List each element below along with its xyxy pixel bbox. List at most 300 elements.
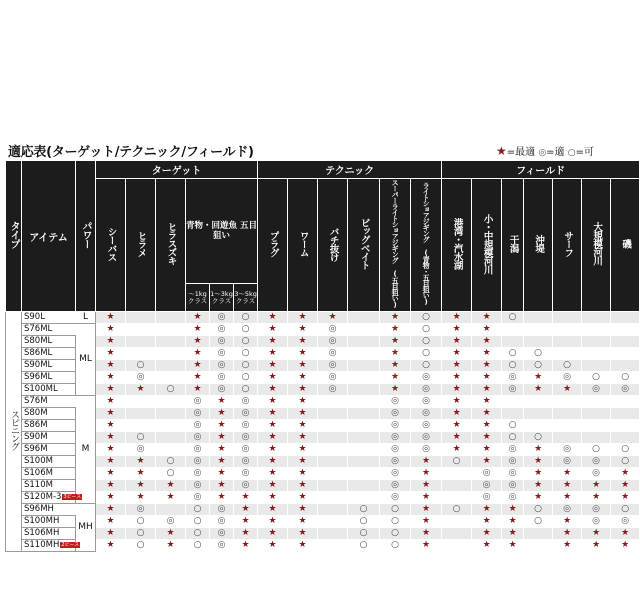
best-star-icon: ★ [298, 468, 307, 478]
best-star-icon: ★ [452, 408, 461, 418]
rating-cell [524, 396, 553, 408]
rating-cell [288, 384, 318, 396]
rating-cell [472, 480, 502, 492]
circle-icon: ○ [391, 504, 399, 514]
header-type: タイプ [6, 161, 22, 312]
rating-cell [472, 360, 502, 372]
rating-cell [156, 492, 186, 504]
best-star-icon: ★ [298, 432, 307, 442]
rating-cell [96, 540, 126, 552]
rating-cell [380, 516, 411, 528]
rating-cell [380, 372, 411, 384]
rating-cell [258, 540, 288, 552]
rating-cell [96, 468, 126, 480]
double-circle-icon: ◎ [391, 420, 399, 430]
best-star-icon: ★ [193, 312, 202, 322]
table-row [6, 540, 640, 552]
rating-cell [442, 528, 472, 540]
rating-cell [288, 504, 318, 516]
best-star-icon: ★ [592, 540, 601, 550]
best-star-icon: ★ [422, 516, 431, 526]
double-circle-icon: ◎ [217, 348, 226, 358]
rating-cell [442, 504, 472, 516]
best-star-icon: ★ [217, 432, 226, 442]
best-star-icon: ★ [193, 348, 202, 358]
rating-cell [156, 360, 186, 372]
circle-icon: ○ [422, 312, 431, 322]
header-bigbait: ビッグベイト [348, 179, 380, 312]
rating-cell [380, 324, 411, 336]
double-circle-icon: ◎ [217, 336, 226, 346]
rating-cell [553, 336, 582, 348]
rating-cell [258, 528, 288, 540]
rating-cell [234, 324, 258, 336]
best-star-icon: ★ [166, 540, 175, 550]
best-star-icon: ★ [508, 528, 517, 538]
best-star-icon: ★ [592, 480, 601, 490]
double-circle-icon: ◎ [391, 396, 399, 406]
double-circle-icon: ◎ [508, 492, 517, 502]
double-circle-icon: ◎ [482, 468, 491, 478]
best-star-icon: ★ [422, 540, 431, 550]
table-row [6, 420, 640, 432]
item-name: S76M [24, 396, 48, 406]
rating-cell [186, 516, 210, 528]
header-iso: 磯 [611, 179, 640, 312]
rating-cell [380, 468, 411, 480]
header-group-target: ターゲット [96, 161, 258, 179]
table-row [6, 432, 640, 444]
best-star-icon: ★ [268, 384, 277, 394]
best-star-icon: ★ [298, 456, 307, 466]
rating-cell [156, 312, 186, 324]
best-star-icon: ★ [298, 348, 307, 358]
rating-cell [611, 384, 640, 396]
rating-cell [502, 372, 524, 384]
best-star-icon: ★ [193, 324, 202, 334]
header-higata: 干潟 [502, 179, 524, 312]
best-star-icon: ★ [328, 312, 337, 322]
rating-cell [96, 336, 126, 348]
rating-cell [524, 492, 553, 504]
item-name: S110MH [24, 540, 60, 550]
rating-cell [502, 324, 524, 336]
rating-cell [472, 396, 502, 408]
rating-cell [524, 444, 553, 456]
rating-cell [502, 480, 524, 492]
best-star-icon: ★ [193, 336, 202, 346]
legend-best-label: =最適 [506, 147, 536, 158]
table-row [6, 324, 640, 336]
header-superlight-shore-jigging: スーパーライトショアジギング (五目狙い) [380, 179, 411, 312]
rating-cell [442, 480, 472, 492]
double-circle-icon: ◎ [166, 516, 175, 526]
circle-icon: ○ [621, 444, 630, 454]
rating-cell [442, 312, 472, 324]
header-kakou: 小・中規模河川 [472, 179, 502, 312]
header-group-field: フィールド [442, 161, 640, 179]
rating-cell [234, 360, 258, 372]
circle-icon: ○ [534, 504, 543, 514]
circle-icon: ○ [534, 432, 543, 442]
best-star-icon: ★ [534, 384, 543, 394]
circle-icon: ○ [193, 516, 202, 526]
rating-cell [318, 324, 348, 336]
rating-cell [524, 528, 553, 540]
rating-cell [258, 468, 288, 480]
rating-cell [156, 420, 186, 432]
rating-cell [258, 384, 288, 396]
rating-cell [553, 528, 582, 540]
rating-cell [582, 516, 611, 528]
table-row [6, 384, 640, 396]
legend-good-label: =適 [546, 147, 565, 158]
header-aomono-sub-2: 1〜3kg クラス [210, 284, 234, 312]
rating-cell [126, 408, 156, 420]
rating-cell [234, 348, 258, 360]
rating-cell [318, 456, 348, 468]
rating-cell [472, 348, 502, 360]
header-daikibo: 大規模河川 [582, 179, 611, 312]
rating-cell [186, 384, 210, 396]
double-circle-icon: ◎ [391, 444, 399, 454]
double-circle-icon: ◎ [328, 348, 337, 358]
rating-cell [186, 336, 210, 348]
legend-good-symbol: ◎ [538, 148, 547, 158]
rating-cell [524, 432, 553, 444]
rating-cell [156, 372, 186, 384]
rating-cell [582, 396, 611, 408]
rating-cell [318, 516, 348, 528]
best-star-icon: ★ [482, 312, 491, 322]
rating-cell [186, 480, 210, 492]
double-circle-icon: ◎ [217, 312, 226, 322]
rating-cell [288, 444, 318, 456]
item-cell [22, 504, 76, 516]
type-label: スピニング [9, 409, 19, 450]
best-star-icon: ★ [106, 324, 115, 334]
rating-cell [472, 408, 502, 420]
rating-cell [380, 540, 411, 552]
table-row [6, 336, 640, 348]
best-star-icon: ★ [241, 528, 250, 538]
rating-cell [96, 360, 126, 372]
item-name: S100ML [24, 384, 58, 394]
double-circle-icon: ◎ [241, 432, 250, 442]
rating-cell [258, 396, 288, 408]
double-circle-icon: ◎ [328, 384, 337, 394]
double-circle-icon: ◎ [563, 444, 572, 454]
rating-cell [126, 312, 156, 324]
rating-cell [380, 480, 411, 492]
rating-cell [126, 384, 156, 396]
best-star-icon: ★ [136, 384, 145, 394]
rating-cell [611, 324, 640, 336]
rating-cell [553, 492, 582, 504]
rating-cell [96, 492, 126, 504]
rating-cell [472, 540, 502, 552]
rating-cell [156, 408, 186, 420]
best-star-icon: ★ [268, 504, 277, 514]
circle-icon: ○ [359, 540, 368, 550]
rating-cell [442, 456, 472, 468]
rating-cell [411, 312, 442, 324]
rating-cell [582, 348, 611, 360]
rating-cell [611, 492, 640, 504]
circle-icon: ○ [241, 372, 250, 382]
best-star-icon: ★ [268, 444, 277, 454]
rating-cell [348, 504, 380, 516]
best-star-icon: ★ [106, 456, 115, 466]
double-circle-icon: ◎ [328, 360, 337, 370]
rating-cell [318, 420, 348, 432]
rating-cell [582, 444, 611, 456]
rating-cell [234, 444, 258, 456]
rating-cell [126, 372, 156, 384]
rating-cell [472, 420, 502, 432]
rating-cell [258, 336, 288, 348]
rating-cell [186, 420, 210, 432]
table-body [6, 312, 640, 552]
rating-cell [582, 408, 611, 420]
rating-cell [411, 420, 442, 432]
rating-cell [611, 312, 640, 324]
rating-cell [502, 408, 524, 420]
rating-cell [442, 384, 472, 396]
rating-cell [442, 336, 472, 348]
rating-cell [186, 432, 210, 444]
rating-cell [582, 432, 611, 444]
item-name: S96MH [24, 504, 54, 514]
rating-cell [258, 480, 288, 492]
rating-cell [442, 420, 472, 432]
double-circle-icon: ◎ [592, 456, 601, 466]
double-circle-icon: ◎ [136, 372, 145, 382]
double-circle-icon: ◎ [217, 540, 226, 550]
rating-cell [524, 468, 553, 480]
rating-cell [553, 420, 582, 432]
legend-ok-label: =可 [575, 147, 594, 158]
best-star-icon: ★ [298, 444, 307, 454]
circle-icon: ○ [534, 516, 543, 526]
rating-cell [524, 420, 553, 432]
rating-cell [210, 480, 234, 492]
best-star-icon: ★ [217, 408, 226, 418]
rating-cell [234, 528, 258, 540]
item-cell [22, 468, 76, 480]
best-star-icon: ★ [217, 420, 226, 430]
item-name: S90L [24, 312, 45, 322]
circle-icon: ○ [592, 444, 601, 454]
rating-cell [186, 360, 210, 372]
rating-cell [96, 408, 126, 420]
best-star-icon: ★ [452, 336, 461, 346]
circle-icon: ○ [452, 456, 461, 466]
best-star-icon: ★ [268, 516, 277, 526]
rating-cell [234, 456, 258, 468]
circle-icon: ○ [508, 312, 517, 322]
best-star-icon: ★ [241, 492, 250, 502]
rating-cell [472, 468, 502, 480]
rating-cell [442, 348, 472, 360]
rating-cell [411, 480, 442, 492]
rating-cell [348, 444, 380, 456]
circle-icon: ○ [621, 504, 630, 514]
best-star-icon: ★ [298, 540, 307, 550]
rating-cell [258, 372, 288, 384]
rating-cell [611, 516, 640, 528]
item-name: S86M [24, 420, 48, 430]
double-circle-icon: ◎ [391, 456, 399, 466]
header-power: パワー [76, 161, 96, 312]
best-star-icon: ★ [452, 384, 461, 394]
best-star-icon: ★ [391, 384, 400, 394]
rating-cell [96, 480, 126, 492]
best-star-icon: ★ [193, 384, 202, 394]
best-star-icon: ★ [106, 540, 115, 550]
rating-cell [348, 468, 380, 480]
rating-cell [96, 504, 126, 516]
best-star-icon: ★ [268, 312, 277, 322]
best-star-icon: ★ [563, 480, 572, 490]
rating-cell [380, 360, 411, 372]
table-row [6, 348, 640, 360]
circle-icon: ○ [193, 540, 202, 550]
rating-cell [411, 444, 442, 456]
double-circle-icon: ◎ [422, 408, 431, 418]
rating-cell [234, 408, 258, 420]
header-surf: サーフ [553, 179, 582, 312]
circle-icon: ○ [136, 516, 145, 526]
rating-cell [318, 492, 348, 504]
table-row [6, 372, 640, 384]
rating-cell [258, 504, 288, 516]
rating-cell [126, 444, 156, 456]
rating-cell [318, 396, 348, 408]
item-name: S80M [24, 408, 48, 418]
double-circle-icon: ◎ [508, 384, 517, 394]
circle-icon: ○ [166, 468, 175, 478]
circle-icon: ○ [166, 456, 175, 466]
rating-cell [96, 396, 126, 408]
table-row [6, 396, 640, 408]
rating-cell [318, 372, 348, 384]
item-name: S80ML [24, 336, 53, 346]
item-cell [22, 480, 76, 492]
rating-cell [502, 312, 524, 324]
double-circle-icon: ◎ [391, 432, 399, 442]
rating-cell [582, 324, 611, 336]
rating-cell [210, 312, 234, 324]
best-star-icon: ★ [217, 480, 226, 490]
rating-cell [288, 516, 318, 528]
rating-cell [502, 348, 524, 360]
rating-cell [380, 384, 411, 396]
best-star-icon: ★ [106, 516, 115, 526]
rating-cell [234, 384, 258, 396]
table-row [6, 444, 640, 456]
double-circle-icon: ◎ [563, 372, 572, 382]
best-star-icon: ★ [106, 480, 115, 490]
rating-cell [234, 396, 258, 408]
rating-cell [210, 468, 234, 480]
best-star-icon: ★ [106, 372, 115, 382]
rating-cell [156, 516, 186, 528]
rating-cell [156, 456, 186, 468]
rating-cell [472, 444, 502, 456]
rating-cell [502, 492, 524, 504]
rating-cell [288, 540, 318, 552]
circle-icon: ○ [534, 348, 543, 358]
best-star-icon: ★ [268, 480, 277, 490]
best-star-icon: ★ [136, 492, 145, 502]
best-star-icon: ★ [106, 384, 115, 394]
rating-cell [348, 372, 380, 384]
best-star-icon: ★ [298, 492, 307, 502]
rating-cell [502, 360, 524, 372]
rating-cell [126, 396, 156, 408]
double-circle-icon: ◎ [422, 396, 431, 406]
type-cell [6, 312, 22, 552]
best-star-icon: ★ [482, 372, 491, 382]
circle-icon: ○ [452, 504, 461, 514]
best-star-icon: ★ [621, 540, 630, 550]
rating-cell [611, 540, 640, 552]
rating-cell [126, 492, 156, 504]
circle-icon: ○ [391, 528, 399, 538]
rating-cell [288, 492, 318, 504]
best-star-icon: ★ [298, 360, 307, 370]
rating-cell [348, 408, 380, 420]
rating-cell [156, 324, 186, 336]
double-circle-icon: ◎ [136, 504, 145, 514]
double-circle-icon: ◎ [592, 384, 601, 394]
header-hirasuzuki: ヒラスズキ [156, 179, 186, 312]
item-cell [22, 360, 76, 372]
best-star-icon: ★ [452, 360, 461, 370]
circle-icon: ○ [359, 528, 368, 538]
page-title: 適応表(ターゲット/テクニック/フィールド) [8, 145, 254, 160]
best-star-icon: ★ [482, 348, 491, 358]
best-star-icon: ★ [508, 516, 517, 526]
best-star-icon: ★ [482, 420, 491, 430]
rating-cell [472, 372, 502, 384]
rating-cell [96, 516, 126, 528]
item-cell [22, 396, 76, 408]
rating-cell [442, 396, 472, 408]
double-circle-icon: ◎ [422, 372, 431, 382]
rating-cell [348, 492, 380, 504]
rating-cell [582, 420, 611, 432]
best-star-icon: ★ [268, 396, 277, 406]
best-star-icon: ★ [298, 516, 307, 526]
best-star-icon: ★ [217, 468, 226, 478]
rating-cell [611, 528, 640, 540]
rating-cell [234, 432, 258, 444]
circle-icon: ○ [193, 528, 202, 538]
rating-cell [156, 336, 186, 348]
table-row [6, 516, 640, 528]
rating-cell [524, 312, 553, 324]
rating-cell [288, 336, 318, 348]
double-circle-icon: ◎ [193, 480, 202, 490]
rating-cell [380, 408, 411, 420]
rating-cell [611, 360, 640, 372]
best-star-icon: ★ [268, 492, 277, 502]
rating-cell [611, 372, 640, 384]
rating-cell [472, 528, 502, 540]
best-star-icon: ★ [391, 324, 400, 334]
